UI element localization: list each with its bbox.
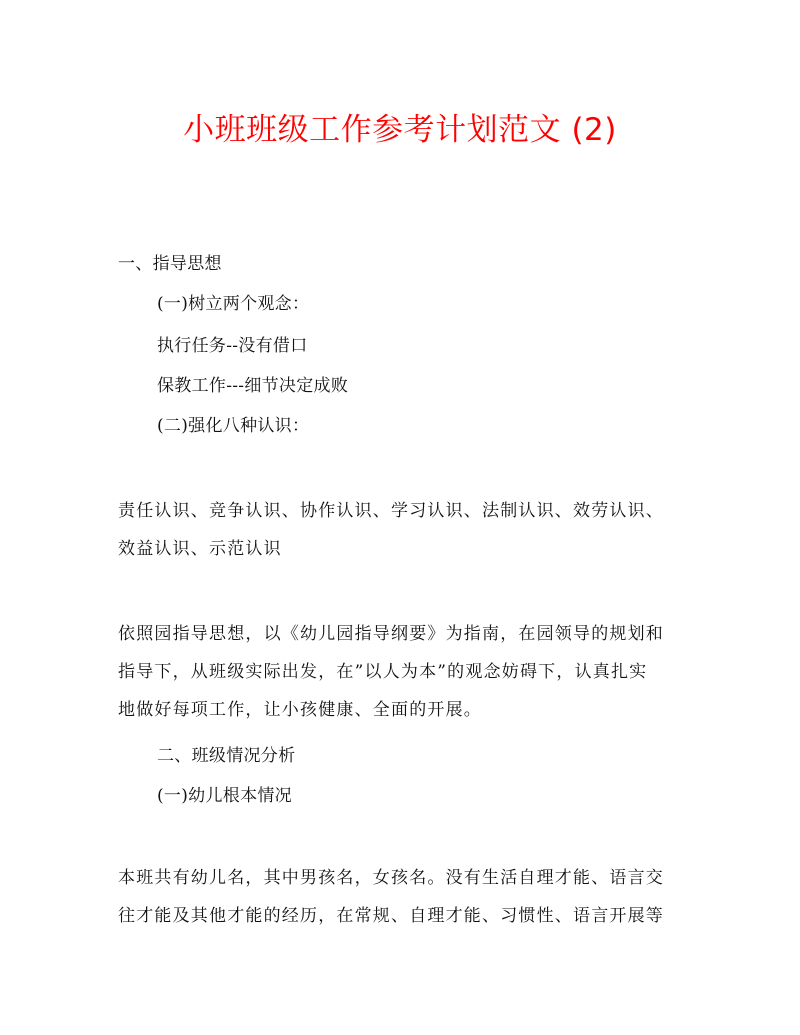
guidance-paragraph [118, 615, 682, 729]
guidance-line-3: 地做好每项工作，让小孩健康、全面的开展。 [118, 700, 482, 720]
subheading-two-concepts: (一)树立两个观念： [157, 294, 310, 314]
guidance-line-2: 指导下，从班级实际出发，在”以人为本”的观念妨碍下，认真扎实 [118, 662, 648, 682]
class-paragraph [118, 859, 682, 935]
guidance-line-1: 依照园指导思想，以《幼儿园指导纲要》为指南，在园领导的规划和 [118, 624, 664, 644]
subheading-children-basics: (一)幼儿根本情况 [157, 786, 292, 806]
subheading-eight-awareness: (二)强化八种认识： [157, 416, 310, 436]
class-line-1: 本班共有幼儿名，其中男孩名，女孩名。没有生活自理才能、语言交 [118, 868, 664, 888]
awareness-paragraph [118, 492, 682, 568]
document-title: 小班班级工作参考计划范文 (2) [183, 112, 617, 148]
concept-item-2: 保教工作---细节决定成败 [157, 376, 349, 396]
class-line-2: 往才能及其他才能的经历，在常规、自理才能、习惯性、语言开展等 [118, 906, 664, 926]
awareness-line-2: 效益认识、示范认识 [118, 539, 282, 559]
concept-item-1: 执行任务--没有借口 [157, 336, 308, 356]
section-heading-guiding-ideology: 一、指导思想 [118, 254, 222, 274]
section-heading-class-analysis: 二、班级情况分析 [157, 746, 296, 766]
awareness-line-1: 责任认识、竞争认识、协作认识、学习认识、法制认识、效劳认识、 [118, 501, 664, 521]
